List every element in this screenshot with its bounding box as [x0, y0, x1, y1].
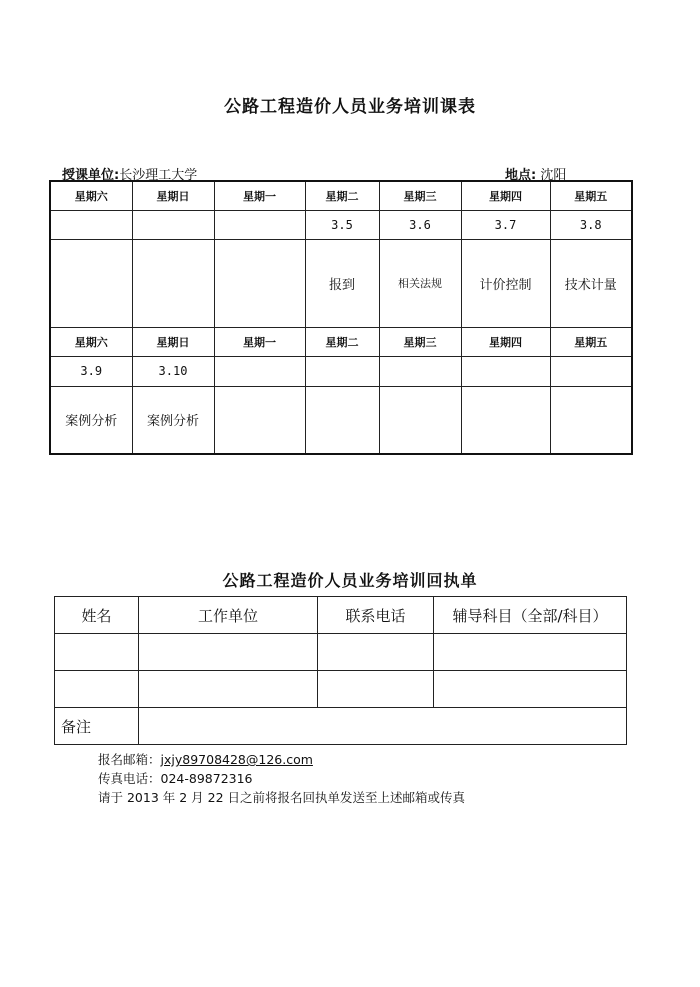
day-cell: 星期五	[550, 181, 632, 210]
fax-line	[98, 769, 465, 788]
day-cell: 星期三	[379, 327, 461, 356]
phone-field[interactable]	[318, 634, 434, 671]
remark-field[interactable]	[139, 708, 627, 745]
date-cell: 3.9	[50, 356, 132, 386]
remark-row	[55, 708, 627, 745]
week1-date-row	[50, 210, 632, 239]
notes	[98, 750, 465, 807]
deadline-line: 请于 2013 年 2 月 22 日之前将报名回执单发送至上述邮箱或传真	[98, 790, 466, 805]
schedule-title: 公路工程造价人员业务培训课表	[224, 97, 476, 117]
header-phone: 联系电话	[318, 597, 434, 634]
teaching-unit-label: 授课单位:	[62, 168, 120, 183]
location-label: 地点:	[505, 168, 537, 183]
fax-value: 024-89872316	[160, 771, 253, 786]
date-cell	[305, 356, 379, 386]
content-cell: 计价控制	[461, 239, 550, 327]
date-cell	[214, 210, 305, 239]
day-cell: 星期六	[50, 327, 132, 356]
day-cell: 星期日	[132, 327, 214, 356]
content-cell	[461, 386, 550, 454]
day-cell: 星期一	[214, 181, 305, 210]
subjects-field[interactable]	[434, 634, 627, 671]
day-cell: 星期四	[461, 181, 550, 210]
receipt-row	[55, 671, 627, 708]
day-cell: 星期日	[132, 181, 214, 210]
location-value: 沈阳	[540, 168, 567, 183]
name-field[interactable]	[55, 634, 139, 671]
content-cell	[305, 386, 379, 454]
content-cell: 案例分析	[50, 386, 132, 454]
receipt-header-row	[55, 597, 627, 634]
week2-date-row	[50, 356, 632, 386]
week1-content-row	[50, 239, 632, 327]
content-cell: 技术计量	[550, 239, 632, 327]
date-cell: 3.6	[379, 210, 461, 239]
date-cell: 3.5	[305, 210, 379, 239]
date-cell	[550, 356, 632, 386]
date-cell	[379, 356, 461, 386]
date-cell	[214, 356, 305, 386]
week2-content-row	[50, 386, 632, 454]
remark-label: 备注	[55, 708, 139, 745]
phone-field[interactable]	[318, 671, 434, 708]
schedule-table	[49, 180, 633, 455]
date-cell: 3.7	[461, 210, 550, 239]
date-cell: 3.8	[550, 210, 632, 239]
day-cell: 星期二	[305, 327, 379, 356]
content-cell	[50, 239, 132, 327]
email-label: 报名邮箱：	[98, 752, 161, 767]
week2-day-row	[50, 327, 632, 356]
subjects-field[interactable]	[434, 671, 627, 708]
week1-day-row	[50, 181, 632, 210]
day-cell: 星期六	[50, 181, 132, 210]
receipt-table	[54, 596, 627, 745]
date-cell: 3.10	[132, 356, 214, 386]
receipt-title: 公路工程造价人员业务培训回执单	[222, 571, 478, 590]
header-name: 姓名	[55, 597, 139, 634]
day-cell: 星期四	[461, 327, 550, 356]
header-subjects: 辅导科目（全部/科目）	[434, 597, 627, 634]
content-cell	[550, 386, 632, 454]
fax-label: 传真电话：	[98, 771, 161, 786]
receipt-row	[55, 634, 627, 671]
content-cell	[379, 386, 461, 454]
content-cell	[214, 386, 305, 454]
date-cell	[132, 210, 214, 239]
work-unit-field[interactable]	[139, 634, 318, 671]
day-cell: 星期二	[305, 181, 379, 210]
content-cell: 案例分析	[132, 386, 214, 454]
email-line	[98, 750, 465, 769]
date-cell	[461, 356, 550, 386]
work-unit-field[interactable]	[139, 671, 318, 708]
content-cell	[214, 239, 305, 327]
day-cell: 星期三	[379, 181, 461, 210]
header-work-unit: 工作单位	[139, 597, 318, 634]
teaching-unit-value: 长沙理工大学	[119, 168, 198, 183]
content-cell: 报到	[305, 239, 379, 327]
day-cell: 星期五	[550, 327, 632, 356]
content-cell: 相关法规	[379, 239, 461, 327]
email-link[interactable]: jxjy89708428@126.com	[160, 752, 313, 767]
name-field[interactable]	[55, 671, 139, 708]
content-cell	[132, 239, 214, 327]
date-cell	[50, 210, 132, 239]
day-cell: 星期一	[214, 327, 305, 356]
